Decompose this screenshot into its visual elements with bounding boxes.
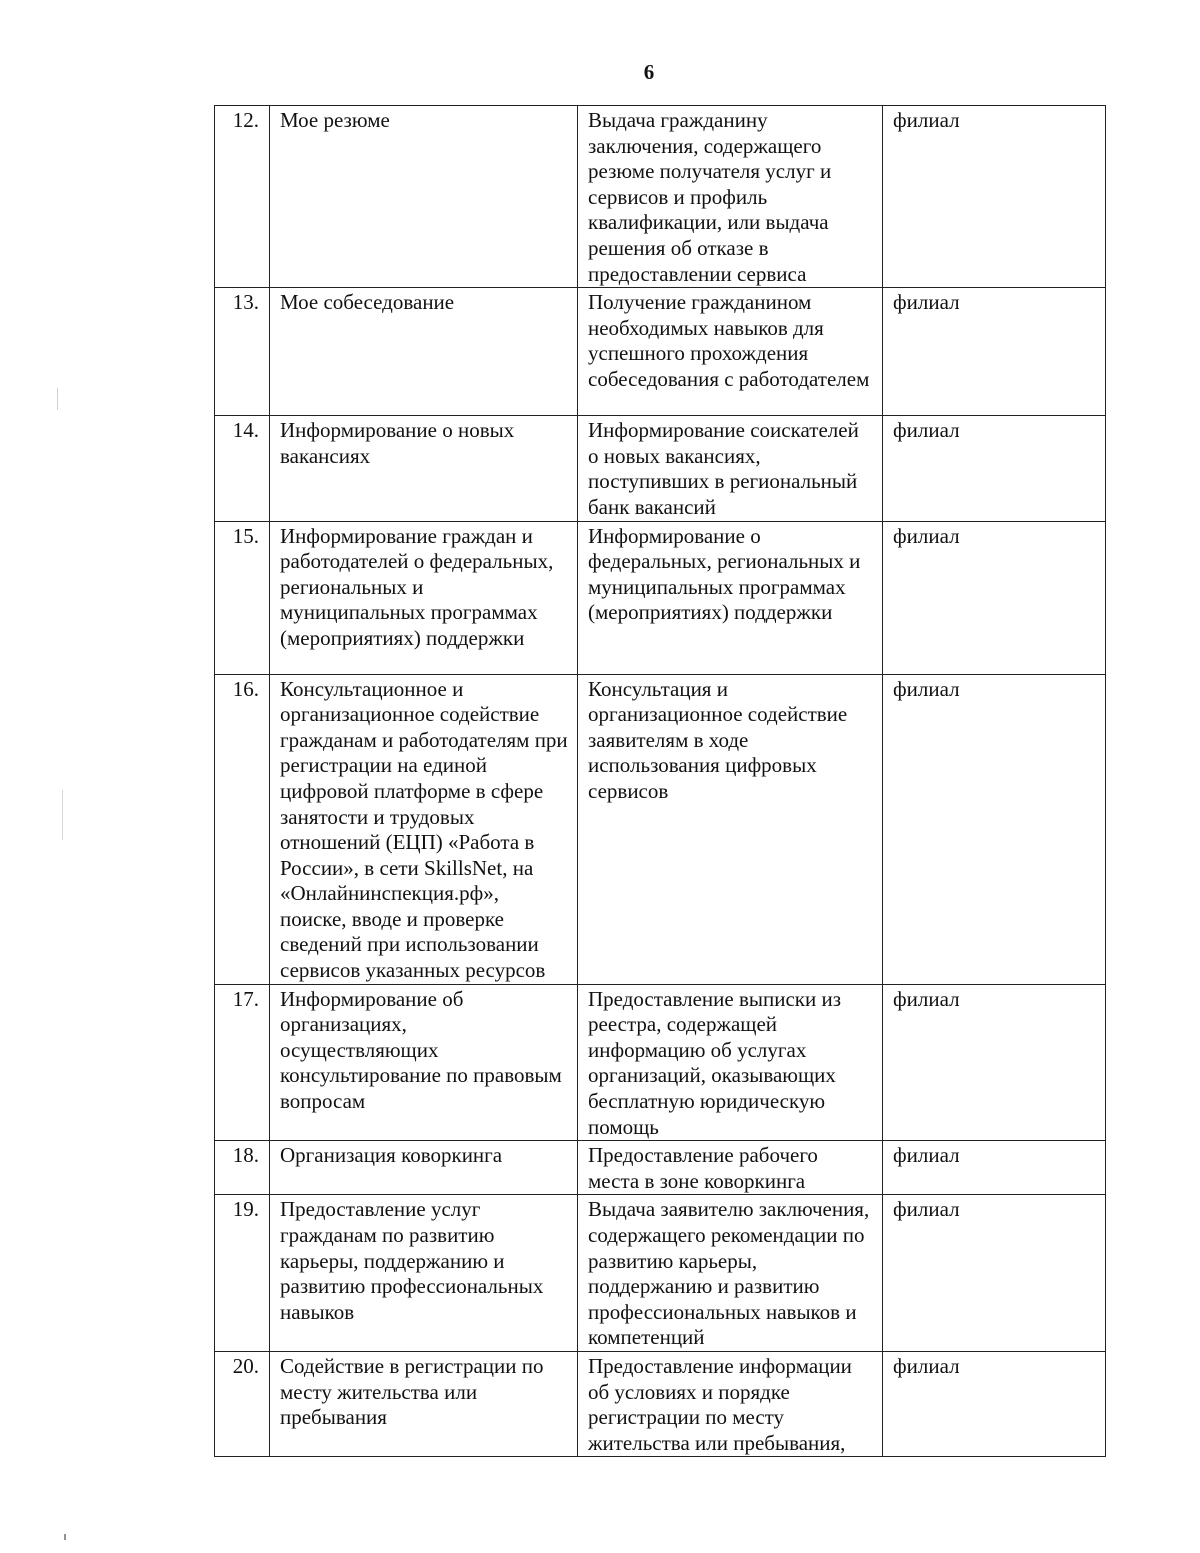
service-name: Мое собеседование <box>270 288 578 416</box>
service-provider: филиал <box>883 1141 1106 1195</box>
service-provider: филиал <box>883 1351 1106 1456</box>
row-number: 17. <box>215 984 270 1141</box>
service-result: Получение гражданином необходимых навыков для успешного прохождения собеседования с работодателем <box>578 288 883 416</box>
table-row <box>215 288 1106 416</box>
service-result: Информирование о федеральных, региональных и муниципальных программах (мероприятиях) поддержки <box>578 521 883 674</box>
table-row <box>215 416 1106 521</box>
row-number: 13. <box>215 288 270 416</box>
service-provider: филиал <box>883 416 1106 521</box>
service-provider: филиал <box>883 1195 1106 1352</box>
service-result: Выдача гражданину заключения, содержащего резюме получателя услуг и сервисов и профиль квалификации, или выдача решения об отказе в предоставлении сервиса <box>578 106 883 288</box>
table-row <box>215 1141 1106 1195</box>
service-provider: филиал <box>883 984 1106 1141</box>
table-row <box>215 521 1106 674</box>
service-name: Информирование о новых вакансиях <box>270 416 578 521</box>
row-number: 20. <box>215 1351 270 1456</box>
row-number: 12. <box>215 106 270 288</box>
table-row <box>215 1195 1106 1352</box>
service-result: Предоставление выписки из реестра, содержащей информацию об услугах организаций, оказывающих бесплатную юридическую помощь <box>578 984 883 1141</box>
service-name: Мое резюме <box>270 106 578 288</box>
service-name: Информирование об организациях, осуществляющих консультирование по правовым вопросам <box>270 984 578 1141</box>
service-result: Информирование соискателей о новых вакансиях, поступивших в региональный банк вакансий <box>578 416 883 521</box>
row-number: 16. <box>215 674 270 984</box>
service-name: Информирование граждан и работодателей о федеральных, региональных и муниципальных программах (мероприятиях) поддержки <box>270 521 578 674</box>
service-name: Консультационное и организационное содействие гражданам и работодателям при регистрации на единой цифровой платформе в сфере занятости и трудовых отношений (ЕЦП) «Работа в России», в сети SkillsNet, на «Онлайнинспекция.рф», поиске, вводе и проверке сведений при использовании сервисов указанных ресурсов <box>270 674 578 984</box>
services-table <box>214 105 1106 1457</box>
row-number: 14. <box>215 416 270 521</box>
service-result: Выдача заявителю заключения, содержащего рекомендации по развитию карьеры, поддержанию и развитию профессиональных навыков и компетенций <box>578 1195 883 1352</box>
service-name: Предоставление услуг гражданам по развитию карьеры, поддержанию и развитию профессиональных навыков <box>270 1195 578 1352</box>
service-result: Предоставление информации об условиях и порядке регистрации по месту жительства или пребывания, <box>578 1351 883 1456</box>
scan-artifact <box>64 1534 66 1540</box>
service-result: Предоставление рабочего места в зоне коворкинга <box>578 1141 883 1195</box>
page-number: 6 <box>643 60 655 84</box>
row-number: 19. <box>215 1195 270 1352</box>
table-row <box>215 984 1106 1141</box>
service-provider: филиал <box>883 288 1106 416</box>
scan-artifact <box>57 388 58 410</box>
service-provider: филиал <box>883 106 1106 288</box>
table-row <box>215 106 1106 288</box>
service-name: Содействие в регистрации по месту жительства или пребывания <box>270 1351 578 1456</box>
table-row <box>215 1351 1106 1456</box>
service-provider: филиал <box>883 521 1106 674</box>
table-row <box>215 674 1106 984</box>
service-result: Консультация и организационное содействие заявителям в ходе использования цифровых сервисов <box>578 674 883 984</box>
row-number: 15. <box>215 521 270 674</box>
row-number: 18. <box>215 1141 270 1195</box>
service-provider: филиал <box>883 674 1106 984</box>
service-name: Организация коворкинга <box>270 1141 578 1195</box>
scan-artifact <box>62 790 63 840</box>
